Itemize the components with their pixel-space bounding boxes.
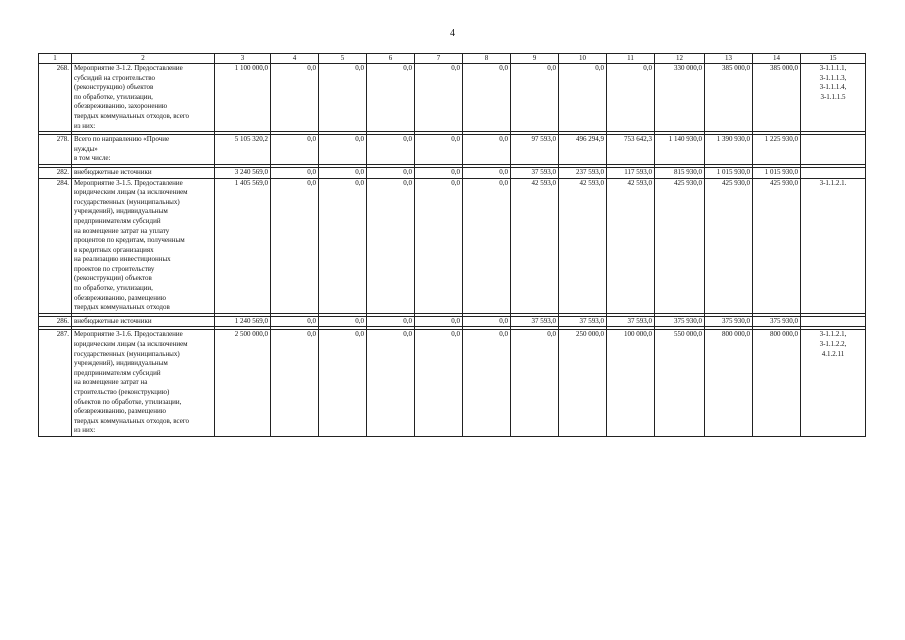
value-cell: 425 930,0 xyxy=(705,178,753,313)
value-cell: 0,0 xyxy=(271,167,319,178)
row-number: 286. xyxy=(39,316,72,327)
value-cell: 0,0 xyxy=(367,316,415,327)
value-cell: 1 405 569,0 xyxy=(215,178,271,313)
value-cell: 0,0 xyxy=(319,178,367,313)
column-header: 10 xyxy=(559,54,607,64)
row-reference: 3-1.1.2.1. xyxy=(801,178,866,313)
column-header: 4 xyxy=(271,54,319,64)
value-cell: 0,0 xyxy=(463,330,511,437)
value-cell: 800 000,0 xyxy=(705,330,753,437)
value-cell: 0,0 xyxy=(463,316,511,327)
value-cell: 42 593,0 xyxy=(511,178,559,313)
value-cell: 37 593,0 xyxy=(559,316,607,327)
value-cell: 0,0 xyxy=(463,64,511,132)
value-cell: 0,0 xyxy=(319,316,367,327)
value-cell: 1 140 930,0 xyxy=(655,135,705,165)
value-cell: 425 930,0 xyxy=(753,178,801,313)
column-header: 1 xyxy=(39,54,72,64)
row-reference xyxy=(801,167,866,178)
value-cell: 375 930,0 xyxy=(655,316,705,327)
value-cell: 753 642,3 xyxy=(607,135,655,165)
value-cell: 37 593,0 xyxy=(607,316,655,327)
value-cell: 496 294,9 xyxy=(559,135,607,165)
value-cell: 385 000,0 xyxy=(705,64,753,132)
row-reference xyxy=(801,135,866,165)
row-number: 268. xyxy=(39,64,72,132)
value-cell: 100 000,0 xyxy=(607,330,655,437)
value-cell: 0,0 xyxy=(511,330,559,437)
value-cell: 37 593,0 xyxy=(511,167,559,178)
column-header: 9 xyxy=(511,54,559,64)
value-cell: 0,0 xyxy=(367,135,415,165)
value-cell: 0,0 xyxy=(415,167,463,178)
column-header: 12 xyxy=(655,54,705,64)
value-cell: 1 100 000,0 xyxy=(215,64,271,132)
value-cell: 1 240 569,0 xyxy=(215,316,271,327)
value-cell: 42 593,0 xyxy=(559,178,607,313)
row-description: Мероприятие 3-1.6. Предоставление юридическим лицам (за исключением государственных (муниципальных) учреждений), индивидуальным предпринимателям субсидий на возмещение затрат на строительство (реконструкцию) объектов по обработке, утилизации, обезвреживанию, размещению твердых коммунальных отходов, всего из них: xyxy=(72,330,215,437)
value-cell: 800 000,0 xyxy=(753,330,801,437)
value-cell: 0,0 xyxy=(415,64,463,132)
row-number: 282. xyxy=(39,167,72,178)
value-cell: 0,0 xyxy=(367,330,415,437)
column-header: 11 xyxy=(607,54,655,64)
row-reference: 3-1.1.2.1, 3-1.1.2.2, 4.1.2.11 xyxy=(801,330,866,437)
row-description: внебюджетные источники xyxy=(72,316,215,327)
value-cell: 37 593,0 xyxy=(511,316,559,327)
value-cell: 0,0 xyxy=(367,167,415,178)
value-cell: 0,0 xyxy=(415,178,463,313)
value-cell: 0,0 xyxy=(415,316,463,327)
table-row xyxy=(39,316,866,327)
value-cell: 0,0 xyxy=(511,64,559,132)
row-reference: 3-1.1.1.1, 3-1.1.1.3, 3-1.1.1.4, 3-1.1.1.5 xyxy=(801,64,866,132)
value-cell: 0,0 xyxy=(367,64,415,132)
column-header: 15 xyxy=(801,54,866,64)
value-cell: 250 000,0 xyxy=(559,330,607,437)
value-cell: 0,0 xyxy=(319,167,367,178)
value-cell: 0,0 xyxy=(463,167,511,178)
value-cell: 0,0 xyxy=(415,330,463,437)
value-cell: 0,0 xyxy=(271,316,319,327)
header-row xyxy=(39,54,866,64)
row-description: внебюджетные источники xyxy=(72,167,215,178)
column-header: 2 xyxy=(72,54,215,64)
value-cell: 425 930,0 xyxy=(655,178,705,313)
value-cell: 0,0 xyxy=(319,64,367,132)
value-cell: 0,0 xyxy=(415,135,463,165)
value-cell: 117 593,0 xyxy=(607,167,655,178)
value-cell: 0,0 xyxy=(271,178,319,313)
column-header: 8 xyxy=(463,54,511,64)
row-number: 284. xyxy=(39,178,72,313)
value-cell: 0,0 xyxy=(271,64,319,132)
value-cell: 385 000,0 xyxy=(753,64,801,132)
value-cell: 1 015 930,0 xyxy=(753,167,801,178)
value-cell: 1 225 930,0 xyxy=(753,135,801,165)
value-cell: 0,0 xyxy=(319,330,367,437)
column-header: 14 xyxy=(753,54,801,64)
value-cell: 0,0 xyxy=(367,178,415,313)
value-cell: 0,0 xyxy=(463,135,511,165)
value-cell: 2 500 000,0 xyxy=(215,330,271,437)
row-number: 278. xyxy=(39,135,72,165)
row-description: Мероприятие 3-1.2. Предоставление субсидий на строительство (реконструкцию) объектов по обработке, утилизации, обезвреживанию, захоронению твердых коммунальных отходов, всего из них: xyxy=(72,64,215,132)
row-reference xyxy=(801,316,866,327)
value-cell: 97 593,0 xyxy=(511,135,559,165)
value-cell: 815 930,0 xyxy=(655,167,705,178)
value-cell: 0,0 xyxy=(559,64,607,132)
value-cell: 0,0 xyxy=(319,135,367,165)
value-cell: 330 000,0 xyxy=(655,64,705,132)
table-row xyxy=(39,135,866,165)
row-number: 287. xyxy=(39,330,72,437)
column-header: 6 xyxy=(367,54,415,64)
value-cell: 5 105 320,2 xyxy=(215,135,271,165)
column-header: 5 xyxy=(319,54,367,64)
value-cell: 0,0 xyxy=(271,330,319,437)
value-cell: 375 930,0 xyxy=(705,316,753,327)
row-description: Всего по направлению «Прочие нужды» в том числе: xyxy=(72,135,215,165)
value-cell: 0,0 xyxy=(463,178,511,313)
value-cell: 3 240 569,0 xyxy=(215,167,271,178)
table-row xyxy=(39,178,866,313)
program-table xyxy=(38,53,866,437)
page-number: 4 xyxy=(450,28,455,39)
value-cell: 0,0 xyxy=(607,64,655,132)
table-row xyxy=(39,167,866,178)
table-row xyxy=(39,330,866,437)
value-cell: 42 593,0 xyxy=(607,178,655,313)
row-description: Мероприятие 3-1.5. Предоставление юридическим лицам (за исключением государственных (муниципальных) учреждений), индивидуальным предпринимателям субсидий на возмещение затрат на уплату процентов по кредитам, полученным в кредитных организациях на реализацию инвестиционных проектов по строительству (реконструкции) объектов по обработке, утилизации, обезвреживанию, размещению твердых коммунальных отходов xyxy=(72,178,215,313)
value-cell: 1 390 930,0 xyxy=(705,135,753,165)
column-header: 13 xyxy=(705,54,753,64)
column-header: 7 xyxy=(415,54,463,64)
value-cell: 0,0 xyxy=(271,135,319,165)
value-cell: 550 000,0 xyxy=(655,330,705,437)
column-header: 3 xyxy=(215,54,271,64)
table-row xyxy=(39,64,866,132)
value-cell: 375 930,0 xyxy=(753,316,801,327)
value-cell: 237 593,0 xyxy=(559,167,607,178)
value-cell: 1 015 930,0 xyxy=(705,167,753,178)
